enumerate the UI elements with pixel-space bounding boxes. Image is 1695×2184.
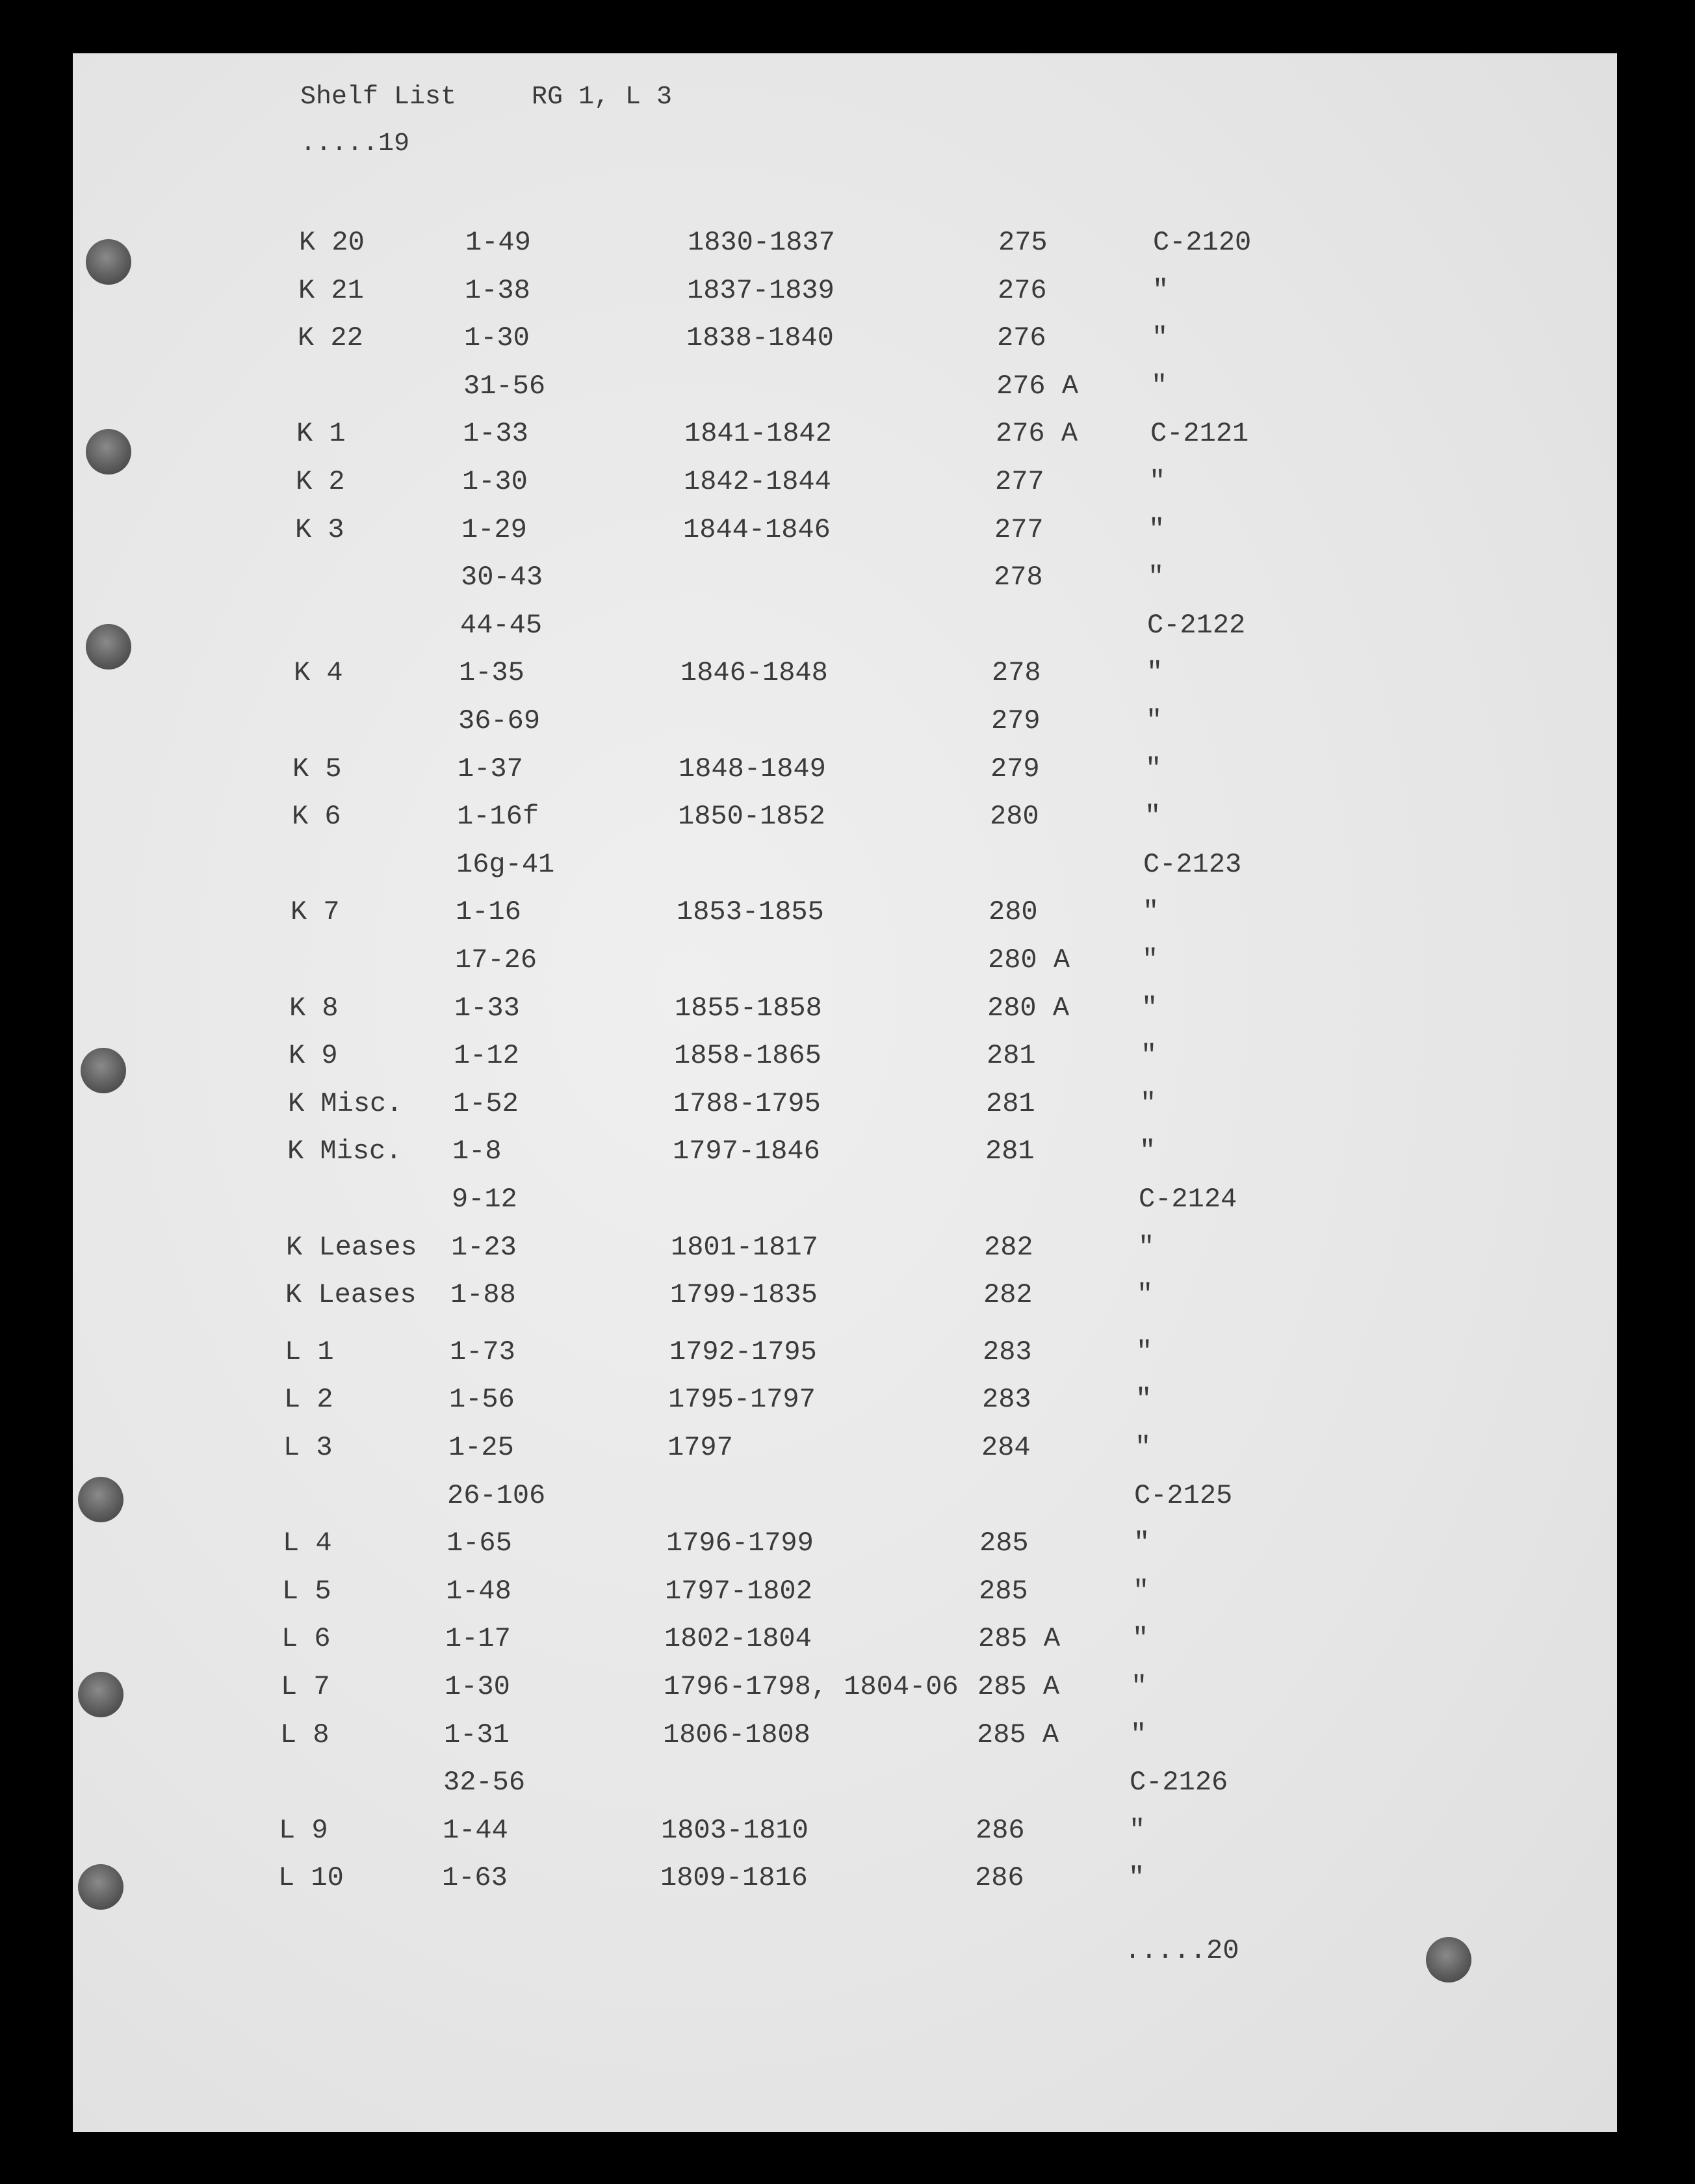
reel-cell: "	[1138, 1232, 1155, 1263]
reel-cell: "	[1133, 1576, 1150, 1607]
reel-cell: "	[1137, 1279, 1154, 1310]
reel-cell: "	[1135, 1432, 1152, 1463]
reel-cell: C-2121	[1150, 418, 1249, 449]
reel-cell: C-2125	[1134, 1480, 1233, 1511]
series-cell: L 8	[280, 1719, 330, 1750]
shelf-list-title: Shelf List	[300, 83, 457, 112]
dates-cell: 1855-1858	[675, 993, 822, 1024]
series-cell: K 5	[292, 753, 342, 785]
dates-cell: 1850-1852	[678, 801, 825, 832]
box-cell: 279	[990, 753, 1040, 785]
items-cell: 1-37	[458, 753, 523, 785]
box-cell: 285 A	[978, 1623, 1061, 1654]
reel-cell: "	[1131, 1671, 1148, 1702]
reel-cell: "	[1141, 1040, 1158, 1071]
box-cell: 283	[983, 1336, 1032, 1368]
box-cell: 285 A	[977, 1719, 1059, 1750]
reel-cell: "	[1132, 1623, 1149, 1654]
box-cell: 276 A	[996, 418, 1078, 449]
punch-hole	[78, 1672, 123, 1717]
reel-cell: "	[1149, 466, 1166, 497]
box-cell: 276	[997, 322, 1046, 354]
reel-cell: "	[1133, 1528, 1150, 1559]
items-cell: 1-49	[465, 227, 531, 258]
items-cell: 1-35	[459, 657, 524, 688]
reel-cell: "	[1148, 562, 1165, 593]
dates-cell: 1797-1846	[673, 1136, 820, 1167]
items-cell: 1-25	[448, 1432, 514, 1463]
dates-cell: 1801-1817	[671, 1232, 818, 1263]
box-cell: 286	[976, 1815, 1025, 1846]
dates-cell: 1788-1795	[673, 1088, 821, 1119]
reel-cell: C-2126	[1130, 1767, 1228, 1798]
reel-cell: "	[1146, 705, 1163, 736]
series-cell: K 4	[294, 657, 343, 688]
box-cell: 281	[985, 1136, 1035, 1167]
box-cell: 279	[991, 705, 1041, 736]
box-cell: 280 A	[988, 944, 1070, 976]
series-cell: K 20	[299, 227, 365, 258]
dates-cell: 1797-1802	[665, 1576, 812, 1607]
box-cell: 275	[998, 227, 1048, 258]
series-cell: K 7	[291, 896, 340, 928]
reel-cell: C-2122	[1147, 610, 1246, 641]
items-cell: 36-69	[458, 705, 541, 736]
dates-cell: 1792-1795	[669, 1336, 817, 1368]
series-cell: K Misc.	[287, 1136, 402, 1167]
dates-cell: 1842-1844	[684, 466, 831, 497]
box-cell: 281	[986, 1088, 1035, 1119]
items-cell: 1-44	[443, 1815, 508, 1846]
reel-cell: "	[1146, 657, 1163, 688]
reel-cell: "	[1143, 896, 1159, 928]
items-cell: 1-17	[445, 1623, 511, 1654]
dates-cell: 1802-1804	[664, 1623, 812, 1654]
series-cell: L 6	[281, 1623, 331, 1654]
dates-cell: 1803-1810	[661, 1815, 809, 1846]
dates-cell: 1795-1797	[668, 1384, 816, 1415]
record-group-label: RG 1, L 3	[532, 83, 673, 112]
reel-cell: "	[1145, 801, 1161, 832]
reel-cell: "	[1152, 322, 1169, 354]
reel-cell: "	[1152, 275, 1169, 306]
punch-hole	[78, 1477, 123, 1522]
series-cell: K 22	[298, 322, 363, 354]
items-cell: 1-8	[452, 1136, 502, 1167]
punch-hole	[86, 239, 131, 285]
items-cell: 1-30	[464, 322, 530, 354]
box-cell: 280 A	[987, 993, 1070, 1024]
items-cell: 1-73	[450, 1336, 515, 1368]
items-cell: 16g-41	[456, 849, 555, 880]
reel-cell: "	[1140, 1088, 1157, 1119]
reel-cell: "	[1148, 514, 1165, 545]
items-cell: 9-12	[452, 1184, 517, 1215]
series-cell: K 3	[295, 514, 344, 545]
series-cell: K 8	[289, 993, 339, 1024]
punch-hole	[86, 429, 131, 474]
box-cell: 278	[992, 657, 1041, 688]
items-cell: 1-33	[463, 418, 528, 449]
box-cell: 280	[989, 896, 1038, 928]
dates-cell: 1806-1808	[663, 1719, 810, 1750]
items-cell: 1-29	[461, 514, 527, 545]
next-page-reference: .....20	[1124, 1935, 1239, 1966]
items-cell: 31-56	[463, 370, 546, 402]
series-cell: K Leases	[285, 1279, 417, 1310]
items-cell: 44-45	[460, 610, 543, 641]
reel-cell: "	[1130, 1719, 1147, 1750]
items-cell: 1-88	[450, 1279, 516, 1310]
dates-cell: 1844-1846	[683, 514, 831, 545]
items-cell: 1-52	[453, 1088, 519, 1119]
box-cell: 286	[975, 1862, 1024, 1893]
items-cell: 1-31	[444, 1719, 510, 1750]
box-cell: 277	[994, 514, 1044, 545]
series-cell: K 6	[292, 801, 341, 832]
items-cell: 1-56	[449, 1384, 515, 1415]
box-cell: 282	[983, 1279, 1033, 1310]
series-cell: K 1	[296, 418, 346, 449]
reel-cell: "	[1128, 1862, 1145, 1893]
box-cell: 285	[979, 1576, 1028, 1607]
box-cell: 278	[994, 562, 1043, 593]
box-cell: 284	[981, 1432, 1031, 1463]
reel-cell: "	[1135, 1384, 1152, 1415]
dates-cell: 1841-1842	[684, 418, 832, 449]
dates-cell: 1830-1837	[688, 227, 835, 258]
items-cell: 1-30	[445, 1671, 510, 1702]
punch-hole	[86, 624, 131, 670]
punch-hole	[81, 1048, 126, 1093]
series-cell: K 9	[289, 1040, 338, 1071]
items-cell: 1-63	[442, 1862, 508, 1893]
series-cell: L 9	[279, 1815, 328, 1846]
items-cell: 1-48	[446, 1576, 511, 1607]
items-cell: 17-26	[455, 944, 537, 976]
box-cell: 282	[984, 1232, 1033, 1263]
items-cell: 1-16	[456, 896, 521, 928]
box-cell: 277	[995, 466, 1044, 497]
box-cell: 281	[987, 1040, 1036, 1071]
items-cell: 1-30	[462, 466, 528, 497]
dates-cell: 1838-1840	[686, 322, 834, 354]
dates-cell: 1799-1835	[670, 1279, 818, 1310]
series-cell: K Leases	[286, 1232, 417, 1263]
items-cell: 32-56	[443, 1767, 526, 1798]
reel-cell: "	[1151, 370, 1168, 402]
reel-cell: C-2123	[1143, 849, 1242, 880]
items-cell: 26-106	[447, 1480, 546, 1511]
box-cell: 276 A	[996, 370, 1079, 402]
items-cell: 30-43	[461, 562, 543, 593]
reel-cell: "	[1129, 1815, 1146, 1846]
reel-cell: "	[1139, 1136, 1156, 1167]
items-cell: 1-12	[454, 1040, 519, 1071]
series-cell: K 2	[296, 466, 345, 497]
dates-cell: 1848-1849	[679, 753, 826, 785]
reel-cell: "	[1141, 993, 1158, 1024]
items-cell: 1-38	[465, 275, 530, 306]
dates-cell: 1858-1865	[674, 1040, 822, 1071]
series-cell: L 3	[283, 1432, 333, 1463]
series-cell: K Misc.	[288, 1088, 403, 1119]
series-cell: L 10	[278, 1862, 344, 1893]
series-cell: L 2	[284, 1384, 333, 1415]
box-cell: 285	[979, 1528, 1029, 1559]
series-cell: K 21	[298, 275, 364, 306]
reel-cell: "	[1142, 944, 1159, 976]
reel-cell: C-2124	[1139, 1184, 1237, 1215]
dates-cell: 1796-1799	[666, 1528, 814, 1559]
items-cell: 1-23	[451, 1232, 517, 1263]
box-cell: 280	[990, 801, 1039, 832]
punch-hole	[78, 1864, 123, 1910]
dates-cell: 1796-1798, 1804-06	[664, 1671, 959, 1702]
dates-cell: 1797	[667, 1432, 733, 1463]
reel-cell: "	[1136, 1336, 1153, 1368]
items-cell: 1-33	[454, 993, 520, 1024]
box-cell: 276	[998, 275, 1047, 306]
series-cell: L 1	[285, 1336, 334, 1368]
page-reference: .....19	[300, 129, 410, 159]
punch-hole	[1426, 1937, 1471, 1982]
box-cell: 285 A	[977, 1671, 1060, 1702]
reel-cell: "	[1145, 753, 1162, 785]
dates-cell: 1853-1855	[677, 896, 824, 928]
series-cell: L 7	[281, 1671, 330, 1702]
reel-cell: C-2120	[1153, 227, 1252, 258]
items-cell: 1-65	[446, 1528, 512, 1559]
dates-cell: 1837-1839	[687, 275, 835, 306]
series-cell: L 5	[282, 1576, 331, 1607]
items-cell: 1-16f	[457, 801, 539, 832]
dates-cell: 1809-1816	[660, 1862, 808, 1893]
dates-cell: 1846-1848	[680, 657, 828, 688]
series-cell: L 4	[283, 1528, 332, 1559]
box-cell: 283	[982, 1384, 1031, 1415]
